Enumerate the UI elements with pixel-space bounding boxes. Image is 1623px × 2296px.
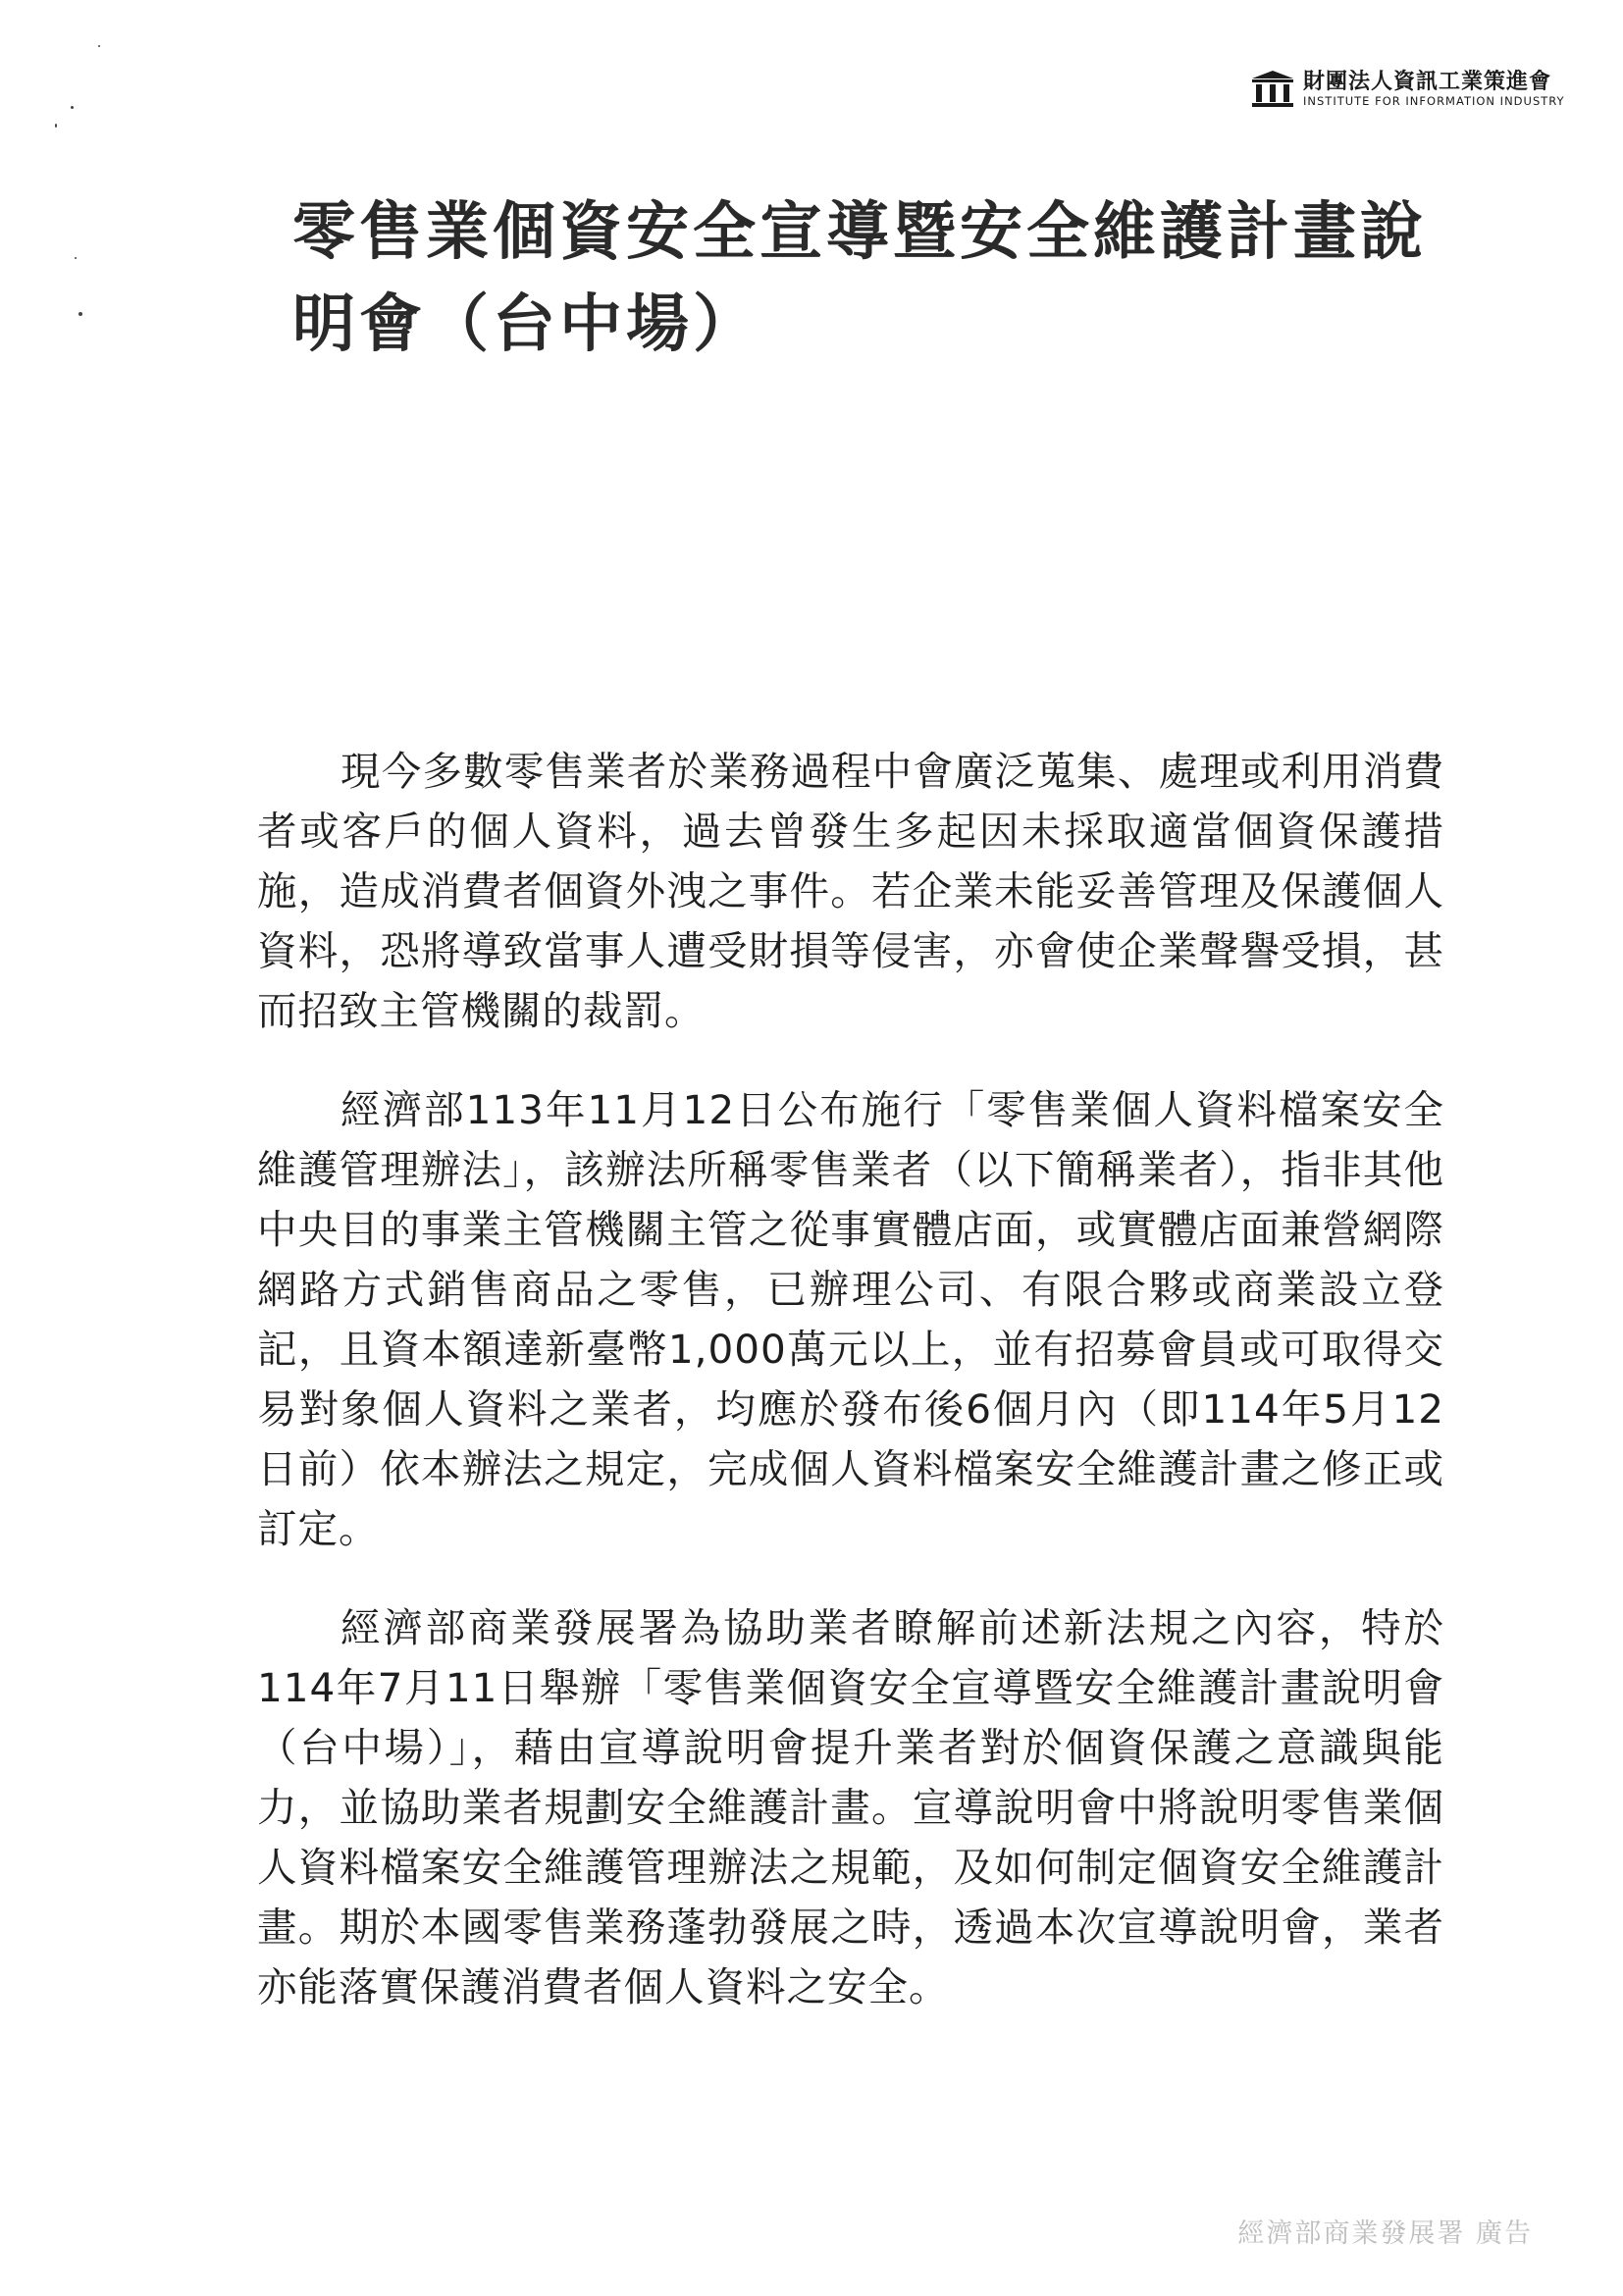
body-paragraph: 現今多數零售業者於業務過程中會廣泛蒐集、處理或利用消費者或客戶的個人資料，過去曾發生多起因未採取適當個資保護措施，造成消費者個資外洩之事件。若企業未能妥善管理及保護個人資料，恐將導致當事人遭受財損等侵害，亦會使企業聲譽受損，甚而招致主管機關的裁罰。 — [257, 748, 1444, 1034]
scan-speck — [71, 106, 74, 109]
scan-speck — [75, 257, 77, 259]
scan-speck — [98, 45, 100, 47]
scan-speck — [55, 124, 57, 128]
body-paragraph: 經濟部商業發展署為協助業者瞭解前述新法規之內容，特於114年7月11日舉辦「零售業個資安全宣導暨安全維護計畫說明會（台中場）」，藉由宣導說明會提升業者對於個資保護之意識與能力，並協助業者規劃安全維護計畫。宣導說明會中將說明零售業個人資料檔案安全維護管理辦法之規範，及如何制定個資安全維護計畫。期於本國零售業務蓬勃發展之時，透過本次宣導說明會，業者亦能落實保護消費者個人資料之安全。 — [257, 1604, 1444, 2010]
org-name-en: INSTITUTE FOR INFORMATION INDUSTRY — [1303, 94, 1565, 108]
body-paragraph: 經濟部113年11月12日公布施行「零售業個人資料檔案安全維護管理辦法」，該辦法所稱零售業者（以下簡稱業者），指非其他中央目的事業主管機關主管之從事實體店面，或實體店面兼營網際網路方式銷售商品之零售，已辦理公司、有限合夥或商業設立登記，且資本額達新臺幣1,000萬元以上，並有招募會員或可取得交易對象個人資料之業者，均應於發布後6個月內（即114年5月12日前）依本辦法之規定，完成個人資料檔案安全維護計畫之修正或訂定。 — [257, 1086, 1444, 1552]
document-title: 零售業個資安全宣導暨安全維護計畫說明會（台中場） — [292, 196, 1427, 361]
scan-speck — [79, 312, 82, 316]
columns-building-icon — [1250, 69, 1295, 108]
org-name-cn: 財團法人資訊工業策進會 — [1303, 70, 1552, 94]
org-logo — [1250, 65, 1584, 112]
sponsor-footer: 經濟部商業發展署 廣告 — [1237, 2218, 1533, 2249]
document-body — [257, 742, 1444, 2057]
